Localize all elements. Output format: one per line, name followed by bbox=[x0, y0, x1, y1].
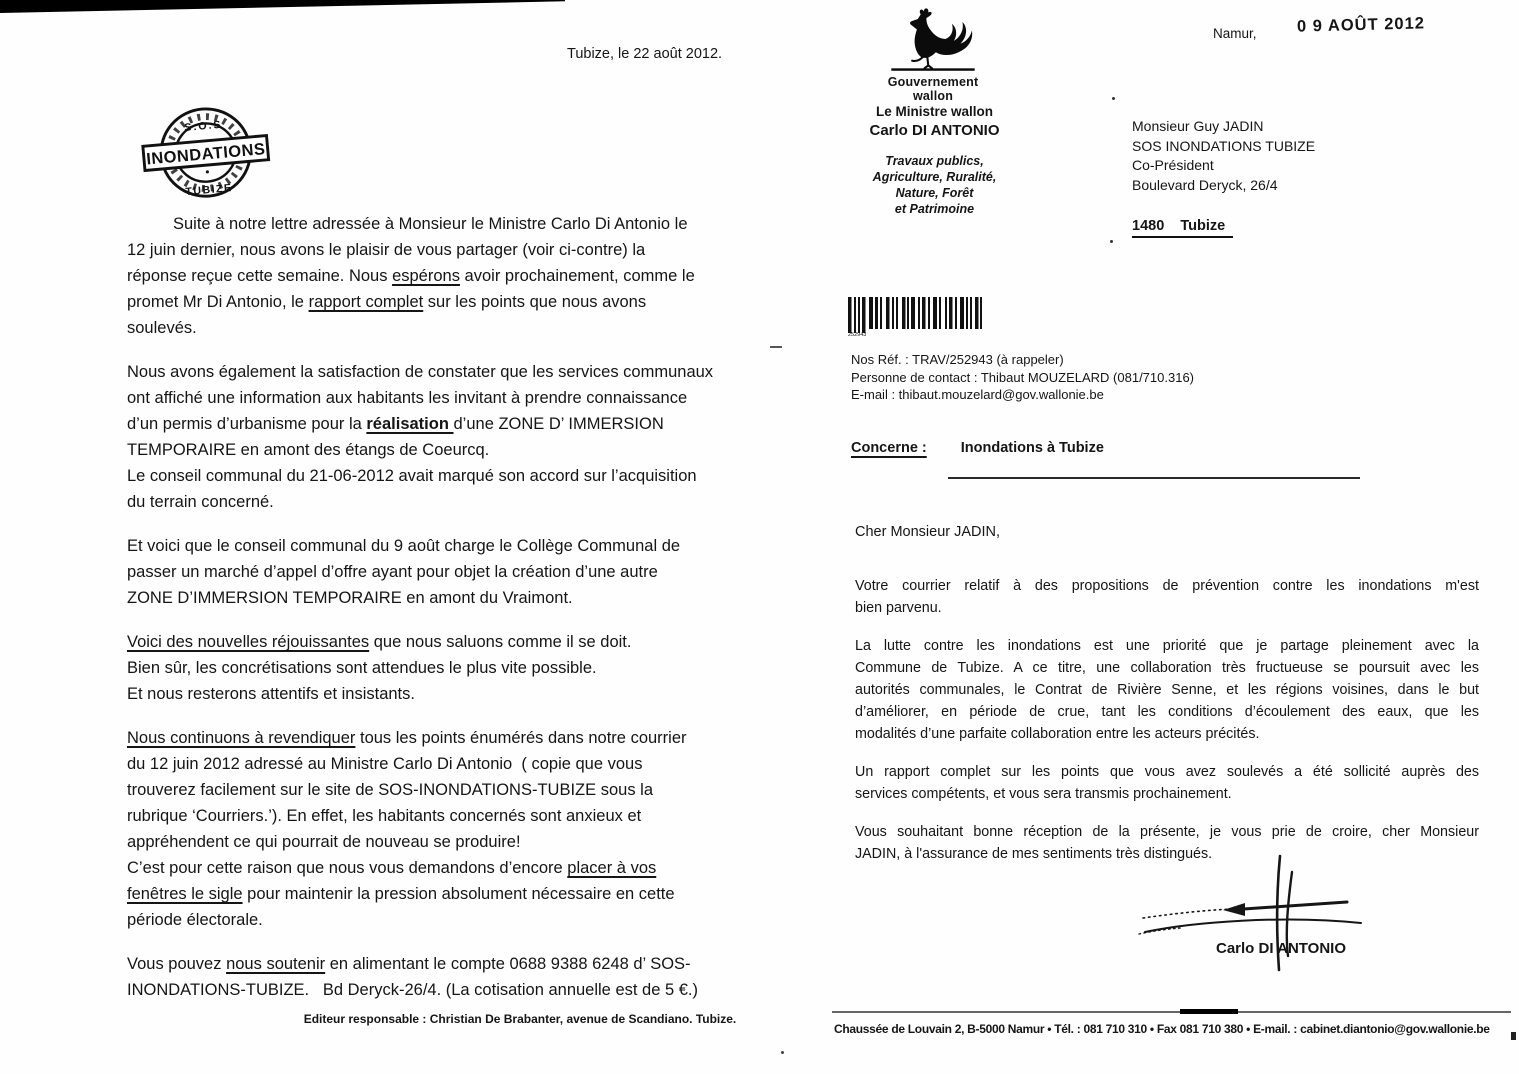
list-item: Personne de contact : Thibaut MOUZELARD (081/710.316) bbox=[851, 369, 1195, 385]
lifebuoy-stamp-icon bbox=[138, 99, 274, 209]
rooster-icon bbox=[885, 2, 981, 74]
subject-label: Concerne : bbox=[851, 440, 927, 456]
text-line: services compétents, et vous sera transmis prochainement. bbox=[855, 786, 1232, 802]
list-item: Nos Réf. : TRAV/252943 (à rappeler) bbox=[851, 352, 1064, 367]
list-item: E-mail : thibaut.mouzelard@gov.wallonie.be bbox=[851, 387, 1104, 402]
sender-portfolio bbox=[852, 153, 1017, 217]
text-line: Un rapport complet sur les points que vous avez soulevés a été sollicité auprès des bbox=[855, 764, 1479, 780]
text-line: JADIN, à l'assurance de mes sentiments très distingués. bbox=[855, 846, 1213, 862]
text-line: d’améliorer, en période de crue, tant les conditions d’écoulement des eaux, que les bbox=[855, 704, 1479, 720]
text-line: fenêtres le sigle pour maintenir la pression absolument nécessaire en cette bbox=[127, 885, 675, 903]
text-line: appréhendent ce qui pourrait de nouveau se produire! bbox=[127, 833, 521, 851]
paragraph bbox=[127, 629, 761, 707]
received-date-stamp: 0 9 AOÛT 2012 bbox=[1296, 14, 1426, 36]
scan-edge-artifact bbox=[0, 0, 565, 13]
text-line: Le conseil communal du 21-06-2012 avait marqué son accord sur l’acquisition bbox=[127, 467, 697, 485]
paragraph bbox=[855, 761, 1479, 805]
text-line: C’est pour cette raison que nous vous demandons d’encore placer à vos bbox=[127, 859, 657, 877]
stamp-top-text: S.O.S bbox=[183, 118, 223, 135]
text-line: du terrain concerné. bbox=[127, 493, 274, 511]
list-item: Monsieur Guy JADIN bbox=[1132, 118, 1264, 134]
salutation: Cher Monsieur JADIN, bbox=[855, 524, 1001, 540]
stamp-banner-text: INONDATIONS bbox=[145, 140, 267, 169]
subject-value: Inondations à Tubize bbox=[960, 440, 1104, 456]
right-letter-footer: Chaussée de Louvain 2, B-5000 Namur • Tél. : 081 710 310 • Fax 081 710 380 • E-mail. : cabinet.diantonio@gov.wallonie.be bbox=[834, 1022, 1490, 1036]
text-line: Suite à notre lettre adressée à Monsieur le Ministre Carlo Di Antonio le bbox=[173, 215, 688, 233]
barcode-number: 252943 bbox=[848, 332, 867, 336]
text-line: soulevés. bbox=[127, 319, 197, 337]
list-item: Agriculture, Ruralité, bbox=[872, 170, 997, 184]
paragraph bbox=[127, 533, 761, 611]
text-line: Commune de Tubize. A ce titre, une collaboration très fructueuse se poursuit avec les bbox=[855, 660, 1479, 676]
recipient-block bbox=[1132, 117, 1315, 195]
scan-speck bbox=[1112, 97, 1115, 100]
barcode-icon bbox=[848, 297, 988, 341]
text-line: Nous avons également la satisfaction de constater que les services communaux bbox=[127, 363, 714, 381]
paragraph bbox=[127, 725, 761, 933]
text-line: 12 juin dernier, nous avons le plaisir de vous partager (voir ci-contre) la bbox=[127, 241, 646, 259]
scan-speck bbox=[770, 346, 782, 348]
left-letter-dateline: Tubize, le 22 août 2012. bbox=[567, 46, 723, 62]
text-line: période électorale. bbox=[127, 911, 263, 929]
paragraph bbox=[127, 211, 761, 341]
left-letter-body bbox=[127, 211, 761, 1003]
text-line: promet Mr Di Antonio, le rapport complet sur les points que nous avons bbox=[127, 293, 647, 311]
footer-rule-thick-segment bbox=[1180, 1009, 1238, 1014]
postal-line: 1480 Tubize bbox=[1132, 218, 1233, 238]
text-line: INONDATIONS-TUBIZE. Bd Deryck-26/4. (La cotisation annuelle est de 5 €.) bbox=[127, 981, 698, 999]
text-line: Bien sûr, les concrétisations sont attendues le plus vite possible. bbox=[127, 659, 597, 677]
scan-speck bbox=[1110, 240, 1113, 243]
text-line: Vous pouvez nous soutenir en alimentant le compte 0688 9388 6248 d’ SOS- bbox=[127, 955, 691, 973]
sender-block bbox=[852, 104, 1017, 217]
right-letter-body bbox=[855, 575, 1479, 865]
scan-speck bbox=[781, 1051, 784, 1054]
sender-name: Carlo DI ANTONIO bbox=[869, 122, 1000, 139]
walloon-government-logo bbox=[868, 2, 998, 103]
paragraph bbox=[855, 575, 1479, 619]
text-line: ZONE D’IMMERSION TEMPORAIRE en amont du Vraimont. bbox=[127, 589, 573, 607]
text-line: La lutte contre les inondations est une priorité que je partage pleinement avec la bbox=[855, 638, 1479, 654]
paragraph bbox=[127, 951, 761, 1003]
text-line: réponse reçue cette semaine. Nous espérons avoir prochainement, comme le bbox=[127, 267, 695, 285]
reference-block bbox=[851, 351, 1194, 404]
text-line: bien parvenu. bbox=[855, 600, 942, 616]
text-line: TEMPORAIRE en amont des étangs de Coeurcq. bbox=[127, 441, 490, 459]
left-letter-editor-footer: Editeur responsable : Christian De Brabanter, avenue de Scandiano. Tubize. bbox=[303, 1012, 737, 1026]
list-item: Boulevard Deryck, 26/4 bbox=[1132, 176, 1278, 193]
text-line: passer un marché d’appel d’offre ayant pour objet la création d’une autre bbox=[127, 563, 658, 581]
barcode-bars bbox=[848, 297, 988, 336]
list-item: et Patrimoine bbox=[894, 202, 975, 216]
list-item: Co-Président bbox=[1132, 157, 1214, 173]
text-line: Voici des nouvelles réjouissantes que nous saluons comme il se doit. bbox=[127, 633, 632, 651]
text-line: Votre courrier relatif à des propositions de prévention contre les inondations m'est bbox=[855, 578, 1479, 594]
text-line: modalités d’une parfaite collaboration entre les acteurs précités. bbox=[855, 726, 1260, 742]
paragraph bbox=[855, 635, 1479, 745]
list-item: Nature, Forêt bbox=[895, 186, 974, 200]
text-line: du 12 juin 2012 adressé au Ministre Carlo Di Antonio ( copie que vous bbox=[127, 755, 643, 773]
sos-inondations-tubize-stamp-icon bbox=[138, 99, 275, 214]
text-line: autorités communales, le Contrat de Rivière Senne, et les régions voisines, dans le but bbox=[855, 682, 1479, 698]
subject-rule bbox=[948, 477, 1360, 479]
footer-rule bbox=[832, 1011, 1511, 1013]
text-line: d’un permis d’urbanisme pour la réalisation d’une ZONE D’ IMMERSION bbox=[127, 415, 664, 433]
list-item: SOS INONDATIONS TUBIZE bbox=[1132, 137, 1316, 154]
text-line: ont affiché une information aux habitants les invitant à prendre connaissance bbox=[127, 389, 688, 407]
subject-line bbox=[851, 440, 1104, 456]
paragraph bbox=[127, 359, 761, 515]
logo-caption: Gouvernement wallon bbox=[887, 75, 979, 103]
text-line: Nous continuons à revendiquer tous les points énumérés dans notre courrier bbox=[127, 729, 687, 747]
stamp-dot bbox=[206, 170, 209, 173]
text-line: Vous souhaitant bonne réception de la présente, je vous prie de croire, cher Monsieur bbox=[855, 824, 1479, 840]
sender-title: Le Ministre wallon bbox=[875, 104, 994, 119]
stamp-bottom-text: TUBIZE bbox=[184, 182, 234, 199]
text-line: rubrique ‘Courriers.’). En effet, les habitants concernés sont anxieux et bbox=[127, 807, 642, 825]
text-line: Et voici que le conseil communal du 9 août charge le Collège Communal de bbox=[127, 537, 681, 555]
list-item: Travaux publics, bbox=[885, 154, 984, 168]
text-line: trouverez facilement sur le site de SOS-INONDATIONS-TUBIZE sous la bbox=[127, 781, 654, 799]
signatory-name: Carlo DI ANTONIO bbox=[1216, 940, 1347, 957]
city-line: Namur, bbox=[1213, 26, 1257, 41]
text-line: Et nous resterons attentifs et insistants. bbox=[127, 685, 415, 703]
